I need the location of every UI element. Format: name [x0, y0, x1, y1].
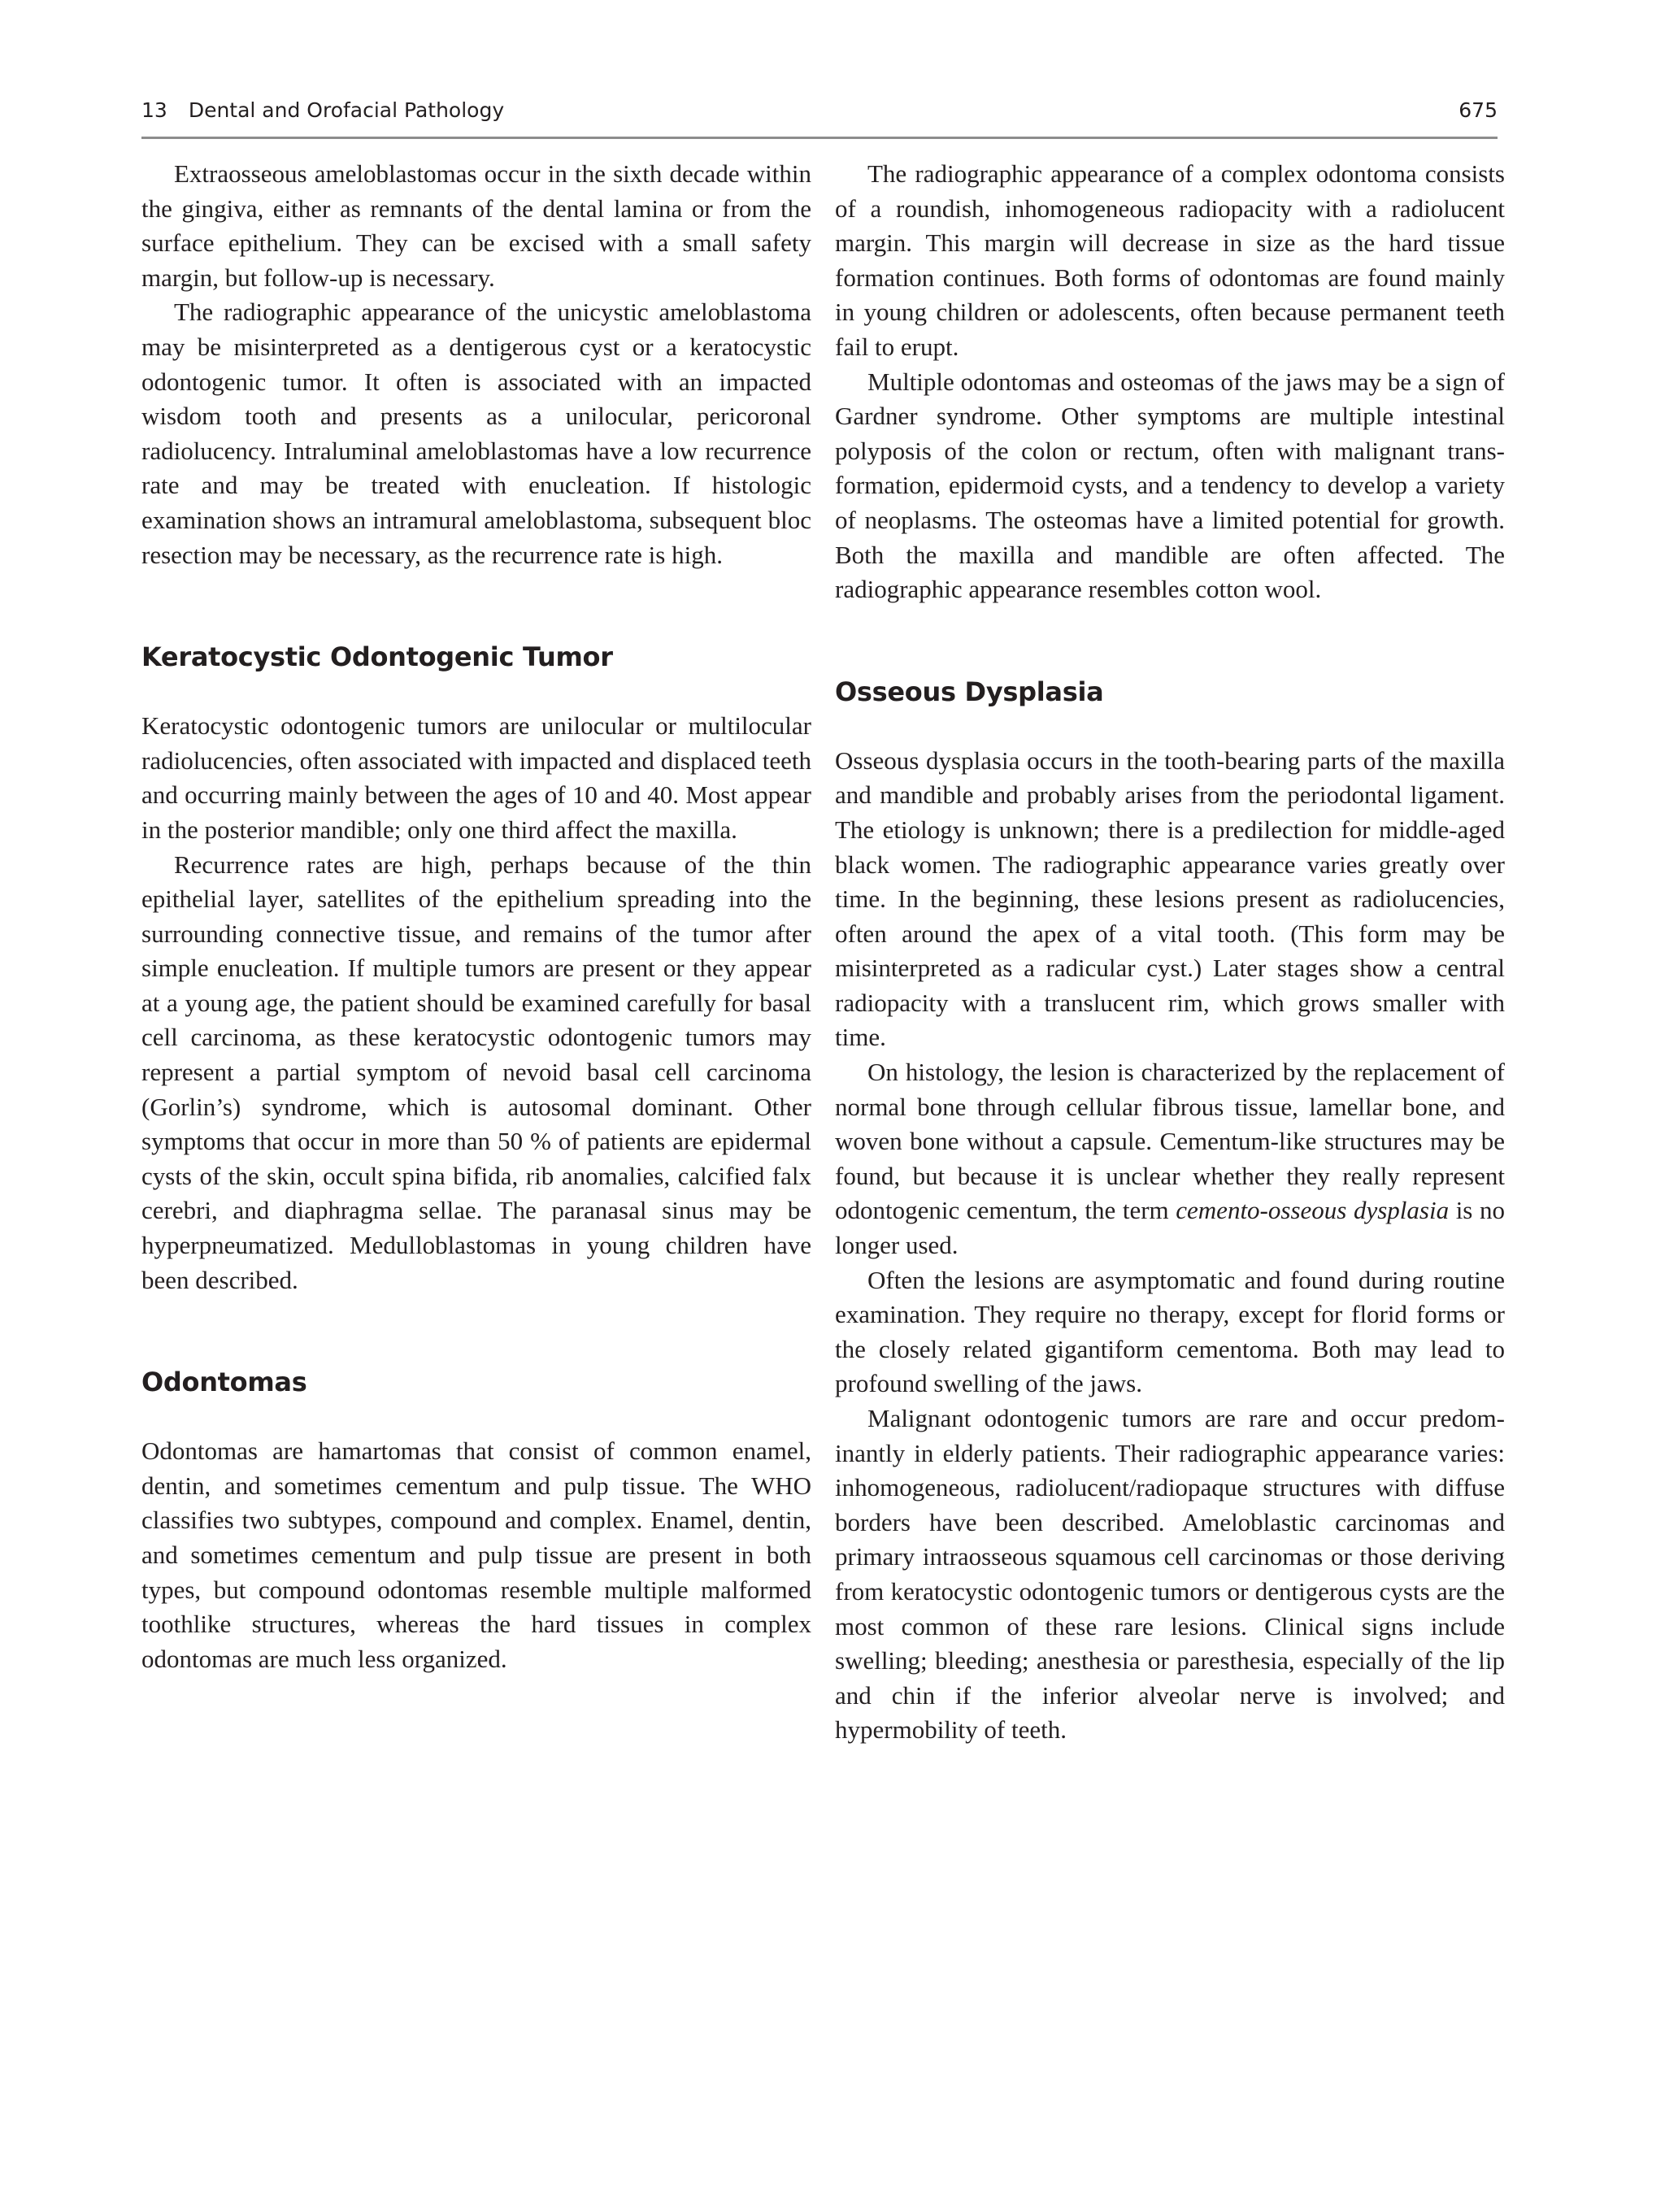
paragraph-gardner-syndrome: Multiple odontomas and osteomas of the jaws may be a sign of Gardner syndrome. Other symptoms are multiple intestinal polyposis of the colon or rectum, often with malignant transformation, epidermoid cysts, and a tendency to develop a variety of neoplasms. The osteomas have a limited potential for growth. Both the maxilla and mandible are often affected. The radiographic appearance resembles cotton wool.: [835, 367, 1505, 604]
paragraph-osseous-intro: Osseous dysplasia occurs in the tooth-bearing parts of the maxilla and mandible and probably arises from the periodontal ligament. The etiology is unknown; there is a predilection for middle-aged black women. The radiographic appearance varies greatly over time. In the beginning, these lesions present as radiolucencies, often around the apex of a vital tooth. (This form may be misinterpreted as a radicular cyst.) Later stages show a central radiopacity with a translucent rim, which grows smaller with time.: [835, 745, 1505, 1052]
paragraph-keratocystic-intro: Keratocystic odontogenic tumors are unilocular or multilocular radiolucencies, often associated with impacted and displaced teeth and occurring mainly between the ages of 10 and 40. Most appear in the posterior mandible; only one third affect the maxilla.: [141, 711, 811, 844]
section-heading-odontomas: Odontomas: [141, 1367, 307, 1398]
left-column: [141, 157, 811, 1676]
paragraph-osseous-asymptomatic: Often the lesions are asymptomatic and found during routine examination. They require no therapy, except for florid forms or the closely related gigantiform cementoma. Both may lead to profound swelling of the jaws.: [835, 1265, 1505, 1398]
paragraph-odontomas-intro: Odontomas are hamartomas that consist of common enamel, dentin, and sometimes cementum and pulp tissue. The WHO classifies two subtypes, compound and complex. Enamel, dentin, and sometimes cementum and pulp tissue are present in both types, but compound odontomas resemble multiple malformed toothlike structures, whereas the hard tissues in complex odontomas are much less organized.: [141, 1436, 811, 1673]
paragraph-keratocystic-recurrence: Recurrence rates are high, perhaps because of the thin epithelial layer, satellites of the epithelium spreading into the surrounding connective tissue, and remains of the tumor after simple enucleation. If multiple tumors are present or they appear at a young age, the patient should be examined carefully for basal cell carcinoma, as these keratocystic odontogenic tumors may represent a partial symptom of nevoid basal cell carcinoma (Gorlin’s) syndrome, which is autosomal dominant. Other symptoms that occur in more than 50 % of patients are epidermal cysts of the skin, occult spina bifida, rib anomalies, calcified falx cerebri, and diaphragma sellae. The paranasal sinus may be hyperpneumatized. Medulloblastomas in young children have been described.: [141, 850, 811, 1294]
histology-text-start: On histology, the lesion is characterized by the replacement of normal bone through cellular fibrous tissue, lamellar bone, and woven bone without a capsule. Cementum-like structures may be found, but because it is unclear whether they really represent odontogenic cementum, the term: [835, 1058, 1505, 1225]
section-heading-keratocystic: Keratocystic Odontogenic Tumor: [141, 641, 613, 673]
section-heading-osseous-dysplasia: Osseous Dysplasia: [835, 676, 1104, 707]
paragraph-complex-odontoma: The radiographic appearance of a complex odontoma consists of a roundish, inhomogeneous radiopacity with a radiolucent margin. This margin will decrease in size as the hard tissue formation continues. Both forms of odontomas are found mainly in young children or adolescents, often because permanent teeth fail to erupt.: [835, 159, 1505, 361]
page-number: 675: [1459, 98, 1498, 122]
chapter-title: Dental and Orofacial Pathology: [188, 98, 505, 122]
histology-italic-term: cemento-osseous dysplasia: [1176, 1196, 1450, 1225]
chapter-number: 13: [141, 98, 167, 122]
paragraph-osseous-histology: [835, 1055, 1505, 1263]
histology-text-end: is no longer used.: [835, 1196, 1505, 1260]
paragraph-extraosseous: Extraosseous ameloblastomas occur in the sixth decade within the gingiva, either as remnants of the dental lamina or from the surface epithelium. They can be excised with a small safety margin, but follow-up is necessary.: [141, 159, 811, 292]
right-column: [835, 157, 1505, 1748]
paragraph-malignant-tumors: Malignant odontogenic tumors are rare and occur predominantly in elderly patients. Their radiographic appearance varies: inhomogeneous, radiolucent/radiopaque structures with diffuse borders have been described. Ameloblastic carcinomas and primary intraosseous squamous cell carcinomas or those deriving from keratocystic odontogenic tumors or dentigerous cysts are the most common of these rare lesions. Clinical signs include swelling; bleeding; anesthesia or paresthesia, especially of the lip and chin if the inferior alveolar nerve is involved; and hypermobility of teeth.: [835, 1404, 1505, 1745]
running-header: [141, 94, 1498, 139]
paragraph-unicystic: The radiographic appearance of the unicystic ameloblastoma may be misinterpreted as a dentigerous cyst or a keratocystic odontogenic tumor. It often is associated with an impacted wisdom tooth and presents as a unilocular, pericoronal radiolucency. Intraluminal ameloblastomas have a low recurrence rate and may be treated with enucleation. If histologic examination shows an intramural ameloblastoma, subsequent bloc resection may be necessary, as the recurrence rate is high.: [141, 298, 811, 569]
